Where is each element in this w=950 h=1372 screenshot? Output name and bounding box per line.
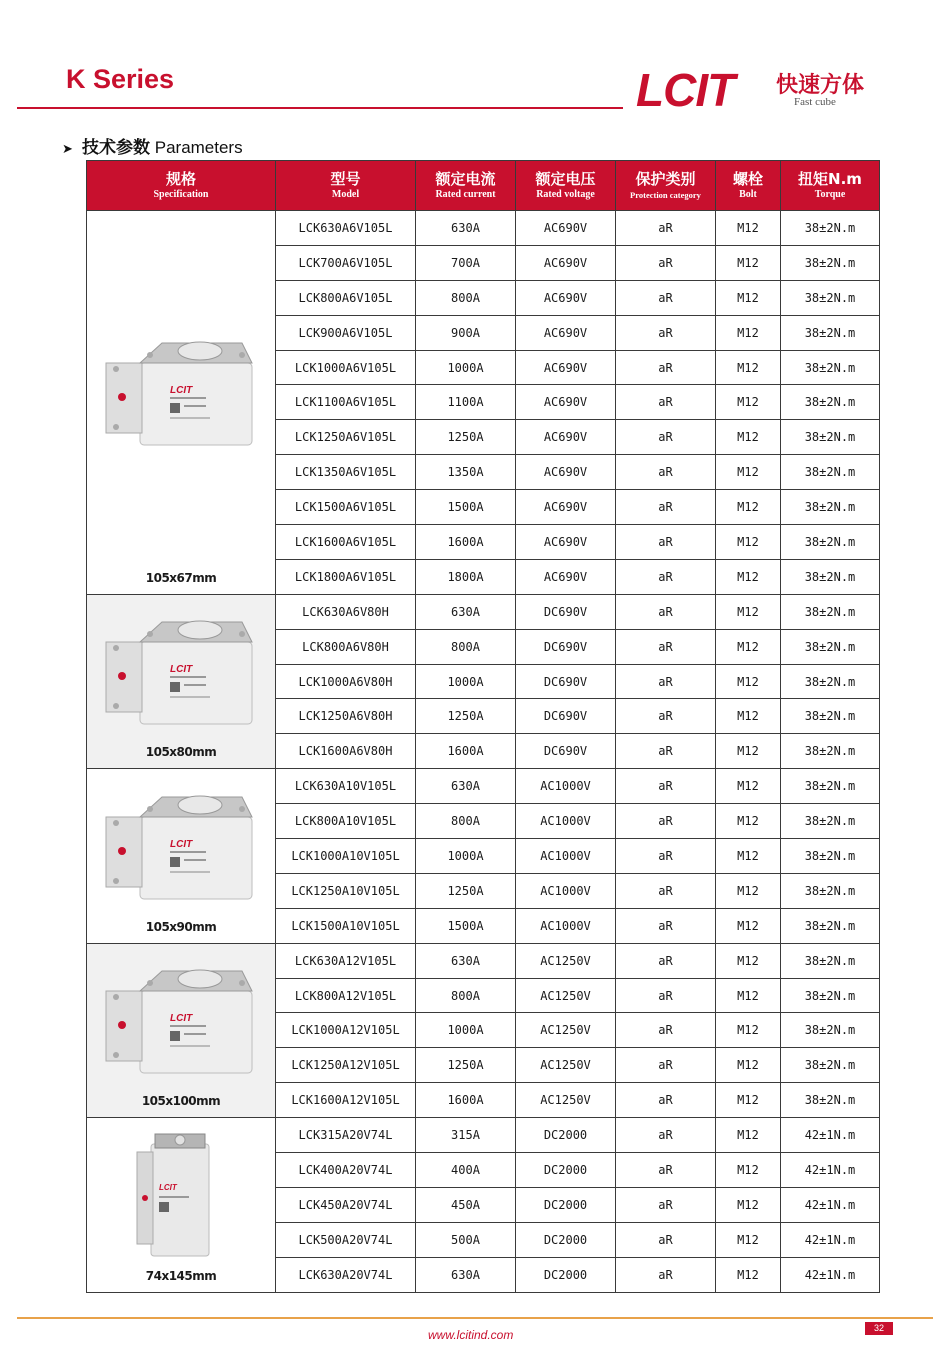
section-title-en: Parameters xyxy=(154,138,243,157)
rated-voltage-cell: AC690V xyxy=(516,420,616,455)
spec-cell xyxy=(87,1118,276,1292)
model-cell: LCK1350A6V105L xyxy=(276,455,416,490)
rated-voltage-cell: DC2000 xyxy=(516,1118,616,1153)
rated-voltage-cell: DC690V xyxy=(516,699,616,734)
model-cell: LCK1000A6V80H xyxy=(276,664,416,699)
bolt-cell: M12 xyxy=(716,1187,781,1222)
rated-current-cell: 630A xyxy=(416,594,516,629)
rated-current-cell: 1250A xyxy=(416,699,516,734)
svg-text:LCIT: LCIT xyxy=(170,1012,193,1024)
rated-voltage-cell: AC690V xyxy=(516,559,616,594)
rated-current-cell: 1000A xyxy=(416,664,516,699)
logo-mark: LCIT xyxy=(636,64,735,116)
model-cell: LCK400A20V74L xyxy=(276,1153,416,1188)
rated-current-cell: 630A xyxy=(416,1257,516,1292)
svg-text:LCIT: LCIT xyxy=(170,384,193,396)
rated-voltage-cell: AC1000V xyxy=(516,804,616,839)
fuse-product-image xyxy=(129,1130,229,1260)
protection-category-cell: aR xyxy=(616,211,716,246)
protection-category-cell: aR xyxy=(616,1187,716,1222)
col-header-model: 型号 Model xyxy=(276,161,416,211)
rated-current-cell: 500A xyxy=(416,1222,516,1257)
bolt-cell: M12 xyxy=(716,1153,781,1188)
torque-cell: 38±2N.m xyxy=(781,769,880,804)
protection-category-cell: aR xyxy=(616,1083,716,1118)
model-cell: LCK1000A12V105L xyxy=(276,1013,416,1048)
spec-cell xyxy=(87,594,276,768)
torque-cell: 38±2N.m xyxy=(781,490,880,525)
rated-voltage-cell: AC1250V xyxy=(516,1048,616,1083)
bolt-cell: M12 xyxy=(716,629,781,664)
rated-current-cell: 1600A xyxy=(416,734,516,769)
fuse-product-image xyxy=(92,961,267,1081)
torque-cell: 38±2N.m xyxy=(781,350,880,385)
model-cell: LCK800A10V105L xyxy=(276,804,416,839)
bolt-cell: M12 xyxy=(716,420,781,455)
spec-label: 105x67mm xyxy=(145,570,217,585)
protection-category-cell: aR xyxy=(616,664,716,699)
torque-cell: 38±2N.m xyxy=(781,280,880,315)
rated-voltage-cell: DC2000 xyxy=(516,1153,616,1188)
rated-voltage-cell: DC690V xyxy=(516,594,616,629)
col-header-rated-voltage: 额定电压 Rated voltage xyxy=(516,161,616,211)
footer-url: www.lcitind.com xyxy=(428,1328,514,1342)
torque-cell: 38±2N.m xyxy=(781,1013,880,1048)
protection-category-cell: aR xyxy=(616,455,716,490)
model-cell: LCK500A20V74L xyxy=(276,1222,416,1257)
rated-current-cell: 700A xyxy=(416,245,516,280)
fuse-product-image xyxy=(92,612,267,732)
bolt-cell: M12 xyxy=(716,525,781,560)
bolt-cell: M12 xyxy=(716,943,781,978)
fuse-product-image xyxy=(92,787,267,907)
model-cell: LCK1000A6V105L xyxy=(276,350,416,385)
svg-text:LCIT: LCIT xyxy=(159,1183,177,1193)
protection-category-cell: aR xyxy=(616,420,716,455)
rated-voltage-cell: AC1250V xyxy=(516,1083,616,1118)
bolt-cell: M12 xyxy=(716,804,781,839)
svg-text:LCIT: LCIT xyxy=(170,838,193,850)
model-cell: LCK1800A6V105L xyxy=(276,559,416,594)
protection-category-cell: aR xyxy=(616,1222,716,1257)
protection-category-cell: aR xyxy=(616,943,716,978)
rated-voltage-cell: AC690V xyxy=(516,280,616,315)
model-cell: LCK800A6V105L xyxy=(276,280,416,315)
bolt-cell: M12 xyxy=(716,734,781,769)
torque-cell: 38±2N.m xyxy=(781,908,880,943)
protection-category-cell: aR xyxy=(616,1118,716,1153)
protection-category-cell: aR xyxy=(616,594,716,629)
protection-category-cell: aR xyxy=(616,734,716,769)
bolt-cell: M12 xyxy=(716,315,781,350)
brand-logo xyxy=(636,66,866,114)
rated-voltage-cell: AC690V xyxy=(516,245,616,280)
torque-cell: 38±2N.m xyxy=(781,525,880,560)
model-cell: LCK800A6V80H xyxy=(276,629,416,664)
logo-cn-text: 快速方体 xyxy=(776,73,865,98)
spec-label: 105x80mm xyxy=(145,745,217,760)
model-cell: LCK630A6V105L xyxy=(276,211,416,246)
rated-voltage-cell: AC1000V xyxy=(516,908,616,943)
model-cell: LCK1000A10V105L xyxy=(276,839,416,874)
spec-cell xyxy=(87,943,276,1117)
spec-label: 74x145mm xyxy=(145,1268,217,1283)
rated-current-cell: 1000A xyxy=(416,350,516,385)
rated-voltage-cell: DC690V xyxy=(516,629,616,664)
bolt-cell: M12 xyxy=(716,839,781,874)
arrow-bullet-icon: ➤ xyxy=(62,141,73,156)
model-cell: LCK630A20V74L xyxy=(276,1257,416,1292)
rated-current-cell: 900A xyxy=(416,315,516,350)
torque-cell: 38±2N.m xyxy=(781,245,880,280)
svg-text:LCIT: LCIT xyxy=(170,664,193,676)
section-title xyxy=(62,133,243,158)
bolt-cell: M12 xyxy=(716,1222,781,1257)
rated-voltage-cell: DC2000 xyxy=(516,1187,616,1222)
col-header-protection-category: 保护类别 Protection category xyxy=(616,161,716,211)
bolt-cell: M12 xyxy=(716,1048,781,1083)
torque-cell: 42±1N.m xyxy=(781,1153,880,1188)
protection-category-cell: aR xyxy=(616,245,716,280)
torque-cell: 38±2N.m xyxy=(781,664,880,699)
bolt-cell: M12 xyxy=(716,490,781,525)
rated-voltage-cell: DC2000 xyxy=(516,1222,616,1257)
rated-voltage-cell: AC690V xyxy=(516,525,616,560)
protection-category-cell: aR xyxy=(616,1257,716,1292)
torque-cell: 42±1N.m xyxy=(781,1257,880,1292)
protection-category-cell: aR xyxy=(616,280,716,315)
torque-cell: 38±2N.m xyxy=(781,420,880,455)
protection-category-cell: aR xyxy=(616,1013,716,1048)
protection-category-cell: aR xyxy=(616,769,716,804)
model-cell: LCK800A12V105L xyxy=(276,978,416,1013)
bolt-cell: M12 xyxy=(716,769,781,804)
table-row xyxy=(87,943,880,978)
logo-en-text: Fast cube xyxy=(794,96,836,108)
protection-category-cell: aR xyxy=(616,1153,716,1188)
model-cell: LCK1100A6V105L xyxy=(276,385,416,420)
model-cell: LCK315A20V74L xyxy=(276,1118,416,1153)
model-cell: LCK1600A6V105L xyxy=(276,525,416,560)
series-title: K Series xyxy=(66,64,175,94)
bolt-cell: M12 xyxy=(716,280,781,315)
rated-voltage-cell: AC1250V xyxy=(516,943,616,978)
torque-cell: 38±2N.m xyxy=(781,943,880,978)
bolt-cell: M12 xyxy=(716,978,781,1013)
torque-cell: 42±1N.m xyxy=(781,1118,880,1153)
torque-cell: 38±2N.m xyxy=(781,385,880,420)
rated-current-cell: 800A xyxy=(416,629,516,664)
torque-cell: 38±2N.m xyxy=(781,559,880,594)
rated-voltage-cell: AC1250V xyxy=(516,978,616,1013)
rated-current-cell: 400A xyxy=(416,1153,516,1188)
protection-category-cell: aR xyxy=(616,839,716,874)
rated-voltage-cell: AC690V xyxy=(516,385,616,420)
col-header-bolt: 螺栓 Bolt xyxy=(716,161,781,211)
bolt-cell: M12 xyxy=(716,873,781,908)
col-header-torque: 扭矩N.m Torque xyxy=(781,161,880,211)
torque-cell: 38±2N.m xyxy=(781,734,880,769)
protection-category-cell: aR xyxy=(616,350,716,385)
protection-category-cell: aR xyxy=(616,629,716,664)
spec-cell xyxy=(87,769,276,943)
bolt-cell: M12 xyxy=(716,699,781,734)
rated-current-cell: 630A xyxy=(416,211,516,246)
torque-cell: 38±2N.m xyxy=(781,594,880,629)
torque-cell: 38±2N.m xyxy=(781,455,880,490)
model-cell: LCK1500A10V105L xyxy=(276,908,416,943)
model-cell: LCK700A6V105L xyxy=(276,245,416,280)
model-cell: LCK630A10V105L xyxy=(276,769,416,804)
table-row xyxy=(87,211,880,246)
torque-cell: 42±1N.m xyxy=(781,1222,880,1257)
bolt-cell: M12 xyxy=(716,211,781,246)
rated-voltage-cell: AC690V xyxy=(516,211,616,246)
torque-cell: 38±2N.m xyxy=(781,1083,880,1118)
protection-category-cell: aR xyxy=(616,699,716,734)
model-cell: LCK630A6V80H xyxy=(276,594,416,629)
model-cell: LCK1250A10V105L xyxy=(276,873,416,908)
rated-voltage-cell: AC690V xyxy=(516,350,616,385)
rated-current-cell: 1100A xyxy=(416,385,516,420)
bolt-cell: M12 xyxy=(716,559,781,594)
bolt-cell: M12 xyxy=(716,1083,781,1118)
protection-category-cell: aR xyxy=(616,978,716,1013)
rated-voltage-cell: AC1000V xyxy=(516,769,616,804)
rated-current-cell: 800A xyxy=(416,978,516,1013)
protection-category-cell: aR xyxy=(616,1048,716,1083)
torque-cell: 38±2N.m xyxy=(781,1048,880,1083)
bolt-cell: M12 xyxy=(716,455,781,490)
col-header-specification: 规格 Specification xyxy=(87,161,276,211)
bolt-cell: M12 xyxy=(716,350,781,385)
torque-cell: 38±2N.m xyxy=(781,839,880,874)
spec-label: 105x90mm xyxy=(145,919,217,934)
rated-voltage-cell: DC690V xyxy=(516,734,616,769)
header-divider xyxy=(17,107,623,109)
rated-voltage-cell: AC690V xyxy=(516,455,616,490)
torque-cell: 38±2N.m xyxy=(781,978,880,1013)
torque-cell: 38±2N.m xyxy=(781,315,880,350)
rated-current-cell: 1000A xyxy=(416,1013,516,1048)
model-cell: LCK1600A6V80H xyxy=(276,734,416,769)
footer-divider xyxy=(17,1317,933,1319)
rated-current-cell: 1500A xyxy=(416,908,516,943)
bolt-cell: M12 xyxy=(716,245,781,280)
bolt-cell: M12 xyxy=(716,594,781,629)
torque-cell: 38±2N.m xyxy=(781,699,880,734)
parameters-table xyxy=(86,160,880,1293)
protection-category-cell: aR xyxy=(616,908,716,943)
rated-voltage-cell: AC1250V xyxy=(516,1013,616,1048)
torque-cell: 38±2N.m xyxy=(781,629,880,664)
spec-cell xyxy=(87,211,276,595)
rated-current-cell: 630A xyxy=(416,943,516,978)
bolt-cell: M12 xyxy=(716,1257,781,1292)
table-header-row xyxy=(87,161,880,211)
table-row xyxy=(87,769,880,804)
bolt-cell: M12 xyxy=(716,1118,781,1153)
table-row xyxy=(87,1118,880,1153)
rated-current-cell: 450A xyxy=(416,1187,516,1222)
rated-voltage-cell: AC690V xyxy=(516,490,616,525)
protection-category-cell: aR xyxy=(616,525,716,560)
bolt-cell: M12 xyxy=(716,1013,781,1048)
bolt-cell: M12 xyxy=(716,664,781,699)
bolt-cell: M12 xyxy=(716,385,781,420)
protection-category-cell: aR xyxy=(616,490,716,525)
rated-voltage-cell: AC1000V xyxy=(516,873,616,908)
rated-current-cell: 1600A xyxy=(416,1083,516,1118)
rated-current-cell: 315A xyxy=(416,1118,516,1153)
rated-voltage-cell: AC690V xyxy=(516,315,616,350)
rated-voltage-cell: DC2000 xyxy=(516,1257,616,1292)
model-cell: LCK450A20V74L xyxy=(276,1187,416,1222)
model-cell: LCK630A12V105L xyxy=(276,943,416,978)
rated-current-cell: 1800A xyxy=(416,559,516,594)
protection-category-cell: aR xyxy=(616,559,716,594)
protection-category-cell: aR xyxy=(616,804,716,839)
fuse-product-image xyxy=(92,333,267,453)
model-cell: LCK1600A12V105L xyxy=(276,1083,416,1118)
rated-current-cell: 1000A xyxy=(416,839,516,874)
model-cell: LCK1250A6V80H xyxy=(276,699,416,734)
rated-voltage-cell: AC1000V xyxy=(516,839,616,874)
rated-current-cell: 1250A xyxy=(416,873,516,908)
protection-category-cell: aR xyxy=(616,873,716,908)
col-header-rated-current: 额定电流 Rated current xyxy=(416,161,516,211)
protection-category-cell: aR xyxy=(616,385,716,420)
rated-current-cell: 800A xyxy=(416,804,516,839)
rated-current-cell: 1250A xyxy=(416,420,516,455)
rated-voltage-cell: DC690V xyxy=(516,664,616,699)
bolt-cell: M12 xyxy=(716,908,781,943)
rated-current-cell: 630A xyxy=(416,769,516,804)
model-cell: LCK1250A12V105L xyxy=(276,1048,416,1083)
rated-current-cell: 1600A xyxy=(416,525,516,560)
rated-current-cell: 800A xyxy=(416,280,516,315)
section-title-cn: 技术参数 xyxy=(82,138,150,158)
model-cell: LCK900A6V105L xyxy=(276,315,416,350)
torque-cell: 38±2N.m xyxy=(781,804,880,839)
rated-current-cell: 1500A xyxy=(416,490,516,525)
rated-current-cell: 1350A xyxy=(416,455,516,490)
protection-category-cell: aR xyxy=(616,315,716,350)
torque-cell: 38±2N.m xyxy=(781,873,880,908)
spec-label: 105x100mm xyxy=(141,1094,221,1109)
rated-current-cell: 1250A xyxy=(416,1048,516,1083)
torque-cell: 38±2N.m xyxy=(781,211,880,246)
page-number: 32 xyxy=(865,1322,893,1335)
table-row xyxy=(87,594,880,629)
torque-cell: 42±1N.m xyxy=(781,1187,880,1222)
model-cell: LCK1250A6V105L xyxy=(276,420,416,455)
model-cell: LCK1500A6V105L xyxy=(276,490,416,525)
